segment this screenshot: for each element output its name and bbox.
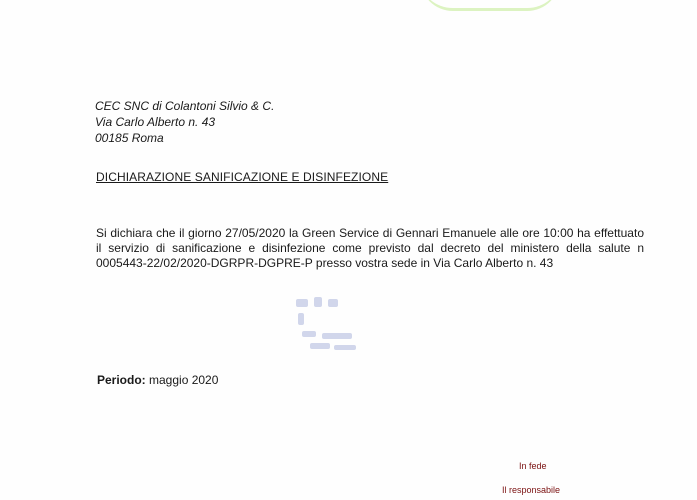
- faded-stamp: [292, 295, 362, 355]
- recipient-city: 00185 Roma: [95, 131, 164, 145]
- logo-fragment: [420, 0, 560, 11]
- declaration-body: Si dichiara che il giorno 27/05/2020 la Green Service di Gennari Emanuele alle ore 10:00 ha effettuato il servizio di sanificazione e disinfezione come previsto dal decreto del ministero della salute n 0005443-22/02/2020-DGRPR-DGPRE-P presso vostra sede in Via Carlo Alberto n. 43: [96, 226, 644, 270]
- recipient-street: Via Carlo Alberto n. 43: [95, 115, 216, 129]
- closing-in-fede: In fede: [519, 461, 547, 471]
- period-value: maggio 2020: [149, 373, 219, 387]
- period-label: Periodo:: [97, 373, 146, 387]
- period-line: [97, 373, 218, 387]
- recipient-address: [95, 98, 274, 146]
- document-subject: DICHIARAZIONE SANIFICAZIONE E DISINFEZIONE: [96, 170, 389, 184]
- closing-signer: Il responsabile: [502, 485, 561, 495]
- recipient-company: CEC SNC di Colantoni Silvio & C.: [95, 99, 275, 113]
